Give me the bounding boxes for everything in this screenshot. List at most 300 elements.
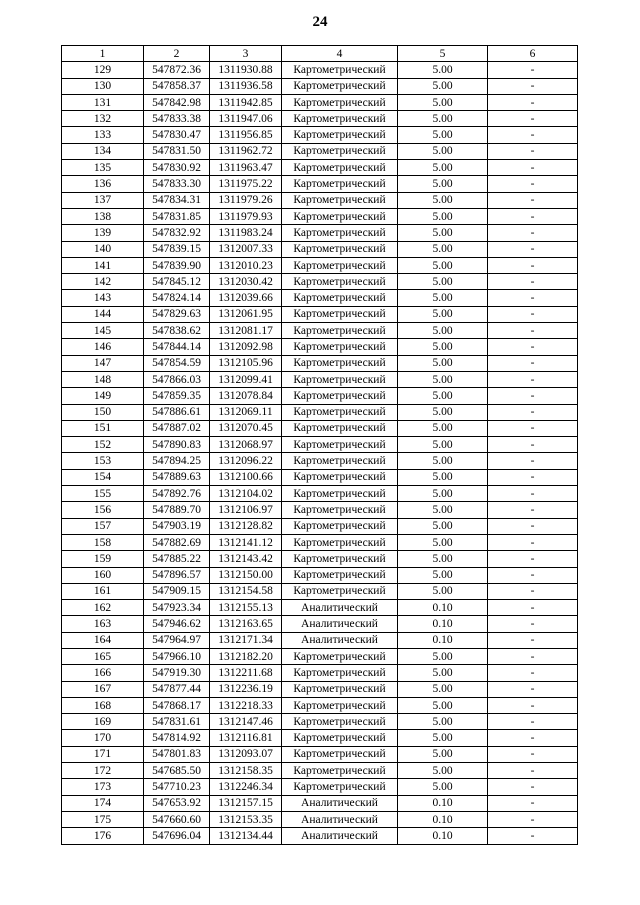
column-header-4: 4 <box>282 46 398 62</box>
y-coordinate-cell: 1312061.95 <box>210 306 282 322</box>
point-number-cell: 161 <box>62 583 144 599</box>
table-row <box>62 648 578 664</box>
table-row <box>62 306 578 322</box>
method-cell: Картометрический <box>282 518 398 534</box>
accuracy-cell: 5.00 <box>398 388 488 404</box>
y-coordinate-cell: 1312153.35 <box>210 811 282 827</box>
method-cell: Картометрический <box>282 648 398 664</box>
note-cell: - <box>488 502 578 518</box>
y-coordinate-cell: 1312010.23 <box>210 257 282 273</box>
point-number-cell: 139 <box>62 225 144 241</box>
table-row <box>62 583 578 599</box>
point-number-cell: 146 <box>62 339 144 355</box>
column-header-2: 2 <box>144 46 210 62</box>
table-row <box>62 160 578 176</box>
note-cell: - <box>488 551 578 567</box>
point-number-cell: 155 <box>62 486 144 502</box>
page-number: 24 <box>312 14 328 30</box>
table-row <box>62 469 578 485</box>
y-coordinate-cell: 1312154.58 <box>210 583 282 599</box>
accuracy-cell: 5.00 <box>398 714 488 730</box>
accuracy-cell: 5.00 <box>398 274 488 290</box>
point-number-cell: 156 <box>62 502 144 518</box>
note-cell: - <box>488 111 578 127</box>
y-coordinate-cell: 1312099.41 <box>210 371 282 387</box>
method-cell: Аналитический <box>282 600 398 616</box>
method-cell: Картометрический <box>282 143 398 159</box>
note-cell: - <box>488 274 578 290</box>
method-cell: Картометрический <box>282 779 398 795</box>
x-coordinate-cell: 547909.15 <box>144 583 210 599</box>
accuracy-cell: 5.00 <box>398 681 488 697</box>
table-row <box>62 176 578 192</box>
x-coordinate-cell: 547696.04 <box>144 828 210 844</box>
method-cell: Картометрический <box>282 339 398 355</box>
point-number-cell: 150 <box>62 404 144 420</box>
y-coordinate-cell: 1312143.42 <box>210 551 282 567</box>
table-body <box>62 62 578 844</box>
note-cell: - <box>488 616 578 632</box>
y-coordinate-cell: 1312081.17 <box>210 323 282 339</box>
table-row <box>62 616 578 632</box>
x-coordinate-cell: 547966.10 <box>144 648 210 664</box>
y-coordinate-cell: 1311956.85 <box>210 127 282 143</box>
accuracy-cell: 5.00 <box>398 94 488 110</box>
point-number-cell: 154 <box>62 469 144 485</box>
x-coordinate-cell: 547653.92 <box>144 795 210 811</box>
note-cell: - <box>488 78 578 94</box>
column-header-6: 6 <box>488 46 578 62</box>
table-row <box>62 225 578 241</box>
table-row <box>62 94 578 110</box>
accuracy-cell: 0.10 <box>398 616 488 632</box>
point-number-cell: 145 <box>62 323 144 339</box>
point-number-cell: 167 <box>62 681 144 697</box>
method-cell: Картометрический <box>282 730 398 746</box>
table-row <box>62 534 578 550</box>
x-coordinate-cell: 547685.50 <box>144 763 210 779</box>
method-cell: Картометрический <box>282 192 398 208</box>
method-cell: Аналитический <box>282 795 398 811</box>
x-coordinate-cell: 547964.97 <box>144 632 210 648</box>
accuracy-cell: 5.00 <box>398 355 488 371</box>
note-cell: - <box>488 241 578 257</box>
y-coordinate-cell: 1311979.26 <box>210 192 282 208</box>
table-row <box>62 600 578 616</box>
table-row <box>62 632 578 648</box>
table-row <box>62 714 578 730</box>
method-cell: Картометрический <box>282 274 398 290</box>
method-cell: Картометрический <box>282 502 398 518</box>
point-number-cell: 175 <box>62 811 144 827</box>
note-cell: - <box>488 681 578 697</box>
y-coordinate-cell: 1312030.42 <box>210 274 282 290</box>
note-cell: - <box>488 453 578 469</box>
x-coordinate-cell: 547660.60 <box>144 811 210 827</box>
x-coordinate-cell: 547889.63 <box>144 469 210 485</box>
method-cell: Картометрический <box>282 257 398 273</box>
x-coordinate-cell: 547824.14 <box>144 290 210 306</box>
x-coordinate-cell: 547834.31 <box>144 192 210 208</box>
x-coordinate-cell: 547814.92 <box>144 730 210 746</box>
method-cell: Картометрический <box>282 290 398 306</box>
point-number-cell: 137 <box>62 192 144 208</box>
x-coordinate-cell: 547845.12 <box>144 274 210 290</box>
note-cell: - <box>488 94 578 110</box>
accuracy-cell: 5.00 <box>398 78 488 94</box>
accuracy-cell: 5.00 <box>398 290 488 306</box>
table-row <box>62 62 578 78</box>
point-number-cell: 165 <box>62 648 144 664</box>
table-row <box>62 208 578 224</box>
y-coordinate-cell: 1312171.34 <box>210 632 282 648</box>
method-cell: Картометрический <box>282 437 398 453</box>
x-coordinate-cell: 547889.70 <box>144 502 210 518</box>
x-coordinate-cell: 547885.22 <box>144 551 210 567</box>
accuracy-cell: 5.00 <box>398 665 488 681</box>
note-cell: - <box>488 730 578 746</box>
table-row <box>62 779 578 795</box>
point-number-cell: 130 <box>62 78 144 94</box>
method-cell: Картометрический <box>282 306 398 322</box>
accuracy-cell: 5.00 <box>398 127 488 143</box>
method-cell: Картометрический <box>282 94 398 110</box>
point-number-cell: 144 <box>62 306 144 322</box>
point-number-cell: 141 <box>62 257 144 273</box>
y-coordinate-cell: 1312211.68 <box>210 665 282 681</box>
y-coordinate-cell: 1312246.34 <box>210 779 282 795</box>
point-number-cell: 147 <box>62 355 144 371</box>
x-coordinate-cell: 547886.61 <box>144 404 210 420</box>
y-coordinate-cell: 1312068.97 <box>210 437 282 453</box>
note-cell: - <box>488 779 578 795</box>
point-number-cell: 170 <box>62 730 144 746</box>
accuracy-cell: 5.00 <box>398 257 488 273</box>
y-coordinate-cell: 1312236.19 <box>210 681 282 697</box>
accuracy-cell: 5.00 <box>398 225 488 241</box>
table-row <box>62 420 578 436</box>
method-cell: Картометрический <box>282 697 398 713</box>
accuracy-cell: 5.00 <box>398 306 488 322</box>
y-coordinate-cell: 1311936.58 <box>210 78 282 94</box>
method-cell: Картометрический <box>282 225 398 241</box>
point-number-cell: 153 <box>62 453 144 469</box>
point-number-cell: 135 <box>62 160 144 176</box>
accuracy-cell: 5.00 <box>398 730 488 746</box>
accuracy-cell: 5.00 <box>398 746 488 762</box>
accuracy-cell: 5.00 <box>398 160 488 176</box>
table-row <box>62 78 578 94</box>
point-number-cell: 160 <box>62 567 144 583</box>
point-number-cell: 133 <box>62 127 144 143</box>
x-coordinate-cell: 547829.63 <box>144 306 210 322</box>
method-cell: Аналитический <box>282 828 398 844</box>
x-coordinate-cell: 547833.38 <box>144 111 210 127</box>
point-number-cell: 172 <box>62 763 144 779</box>
method-cell: Картометрический <box>282 208 398 224</box>
method-cell: Картометрический <box>282 111 398 127</box>
table-row <box>62 437 578 453</box>
x-coordinate-cell: 547872.36 <box>144 62 210 78</box>
note-cell: - <box>488 746 578 762</box>
accuracy-cell: 5.00 <box>398 583 488 599</box>
y-coordinate-cell: 1312104.02 <box>210 486 282 502</box>
x-coordinate-cell: 547887.02 <box>144 420 210 436</box>
x-coordinate-cell: 547903.19 <box>144 518 210 534</box>
point-number-cell: 134 <box>62 143 144 159</box>
point-number-cell: 174 <box>62 795 144 811</box>
accuracy-cell: 5.00 <box>398 486 488 502</box>
accuracy-cell: 5.00 <box>398 111 488 127</box>
table-row <box>62 241 578 257</box>
note-cell: - <box>488 600 578 616</box>
x-coordinate-cell: 547896.57 <box>144 567 210 583</box>
note-cell: - <box>488 648 578 664</box>
point-number-cell: 129 <box>62 62 144 78</box>
accuracy-cell: 5.00 <box>398 323 488 339</box>
note-cell: - <box>488 257 578 273</box>
accuracy-cell: 0.10 <box>398 632 488 648</box>
table-row <box>62 192 578 208</box>
method-cell: Картометрический <box>282 534 398 550</box>
x-coordinate-cell: 547831.50 <box>144 143 210 159</box>
method-cell: Картометрический <box>282 160 398 176</box>
accuracy-cell: 5.00 <box>398 534 488 550</box>
accuracy-cell: 5.00 <box>398 420 488 436</box>
table-row <box>62 355 578 371</box>
note-cell: - <box>488 323 578 339</box>
table-row <box>62 486 578 502</box>
note-cell: - <box>488 714 578 730</box>
y-coordinate-cell: 1312106.97 <box>210 502 282 518</box>
accuracy-cell: 5.00 <box>398 502 488 518</box>
x-coordinate-cell: 547866.03 <box>144 371 210 387</box>
y-coordinate-cell: 1311979.93 <box>210 208 282 224</box>
point-number-cell: 162 <box>62 600 144 616</box>
point-number-cell: 163 <box>62 616 144 632</box>
accuracy-cell: 5.00 <box>398 551 488 567</box>
point-number-cell: 157 <box>62 518 144 534</box>
point-number-cell: 132 <box>62 111 144 127</box>
x-coordinate-cell: 547839.90 <box>144 257 210 273</box>
x-coordinate-cell: 547923.34 <box>144 600 210 616</box>
note-cell: - <box>488 534 578 550</box>
note-cell: - <box>488 518 578 534</box>
y-coordinate-cell: 1312096.22 <box>210 453 282 469</box>
table-row <box>62 388 578 404</box>
method-cell: Картометрический <box>282 62 398 78</box>
note-cell: - <box>488 371 578 387</box>
table-row <box>62 518 578 534</box>
method-cell: Картометрический <box>282 355 398 371</box>
table-row <box>62 763 578 779</box>
note-cell: - <box>488 290 578 306</box>
method-cell: Картометрический <box>282 763 398 779</box>
accuracy-cell: 0.10 <box>398 811 488 827</box>
column-header-1: 1 <box>62 46 144 62</box>
table-row <box>62 502 578 518</box>
x-coordinate-cell: 547919.30 <box>144 665 210 681</box>
point-number-cell: 159 <box>62 551 144 567</box>
table-row <box>62 697 578 713</box>
point-number-cell: 166 <box>62 665 144 681</box>
table-row <box>62 323 578 339</box>
x-coordinate-cell: 547882.69 <box>144 534 210 550</box>
x-coordinate-cell: 547710.23 <box>144 779 210 795</box>
y-coordinate-cell: 1312070.45 <box>210 420 282 436</box>
y-coordinate-cell: 1311947.06 <box>210 111 282 127</box>
point-number-cell: 152 <box>62 437 144 453</box>
accuracy-cell: 5.00 <box>398 404 488 420</box>
note-cell: - <box>488 143 578 159</box>
note-cell: - <box>488 469 578 485</box>
x-coordinate-cell: 547842.98 <box>144 94 210 110</box>
note-cell: - <box>488 127 578 143</box>
x-coordinate-cell: 547831.61 <box>144 714 210 730</box>
y-coordinate-cell: 1312105.96 <box>210 355 282 371</box>
method-cell: Картометрический <box>282 176 398 192</box>
point-number-cell: 136 <box>62 176 144 192</box>
method-cell: Картометрический <box>282 665 398 681</box>
y-coordinate-cell: 1312093.07 <box>210 746 282 762</box>
y-coordinate-cell: 1312141.12 <box>210 534 282 550</box>
note-cell: - <box>488 632 578 648</box>
table-row <box>62 290 578 306</box>
accuracy-cell: 5.00 <box>398 779 488 795</box>
x-coordinate-cell: 547844.14 <box>144 339 210 355</box>
y-coordinate-cell: 1312218.33 <box>210 697 282 713</box>
table-row <box>62 404 578 420</box>
point-number-cell: 169 <box>62 714 144 730</box>
y-coordinate-cell: 1311975.22 <box>210 176 282 192</box>
point-number-cell: 149 <box>62 388 144 404</box>
x-coordinate-cell: 547838.62 <box>144 323 210 339</box>
method-cell: Картометрический <box>282 323 398 339</box>
table-row <box>62 811 578 827</box>
y-coordinate-cell: 1312163.65 <box>210 616 282 632</box>
method-cell: Аналитический <box>282 632 398 648</box>
x-coordinate-cell: 547830.92 <box>144 160 210 176</box>
note-cell: - <box>488 486 578 502</box>
note-cell: - <box>488 420 578 436</box>
accuracy-cell: 5.00 <box>398 208 488 224</box>
y-coordinate-cell: 1312157.15 <box>210 795 282 811</box>
y-coordinate-cell: 1312155.13 <box>210 600 282 616</box>
note-cell: - <box>488 176 578 192</box>
method-cell: Картометрический <box>282 681 398 697</box>
accuracy-cell: 5.00 <box>398 648 488 664</box>
note-cell: - <box>488 811 578 827</box>
table-row <box>62 339 578 355</box>
table-row <box>62 828 578 844</box>
note-cell: - <box>488 192 578 208</box>
y-coordinate-cell: 1312116.81 <box>210 730 282 746</box>
note-cell: - <box>488 160 578 176</box>
method-cell: Картометрический <box>282 420 398 436</box>
y-coordinate-cell: 1312039.66 <box>210 290 282 306</box>
x-coordinate-cell: 547801.83 <box>144 746 210 762</box>
y-coordinate-cell: 1311963.47 <box>210 160 282 176</box>
note-cell: - <box>488 567 578 583</box>
point-number-cell: 151 <box>62 420 144 436</box>
accuracy-cell: 5.00 <box>398 469 488 485</box>
accuracy-cell: 5.00 <box>398 453 488 469</box>
accuracy-cell: 5.00 <box>398 567 488 583</box>
accuracy-cell: 5.00 <box>398 62 488 78</box>
method-cell: Картометрический <box>282 746 398 762</box>
accuracy-cell: 5.00 <box>398 339 488 355</box>
x-coordinate-cell: 547833.30 <box>144 176 210 192</box>
y-coordinate-cell: 1312158.35 <box>210 763 282 779</box>
y-coordinate-cell: 1312100.66 <box>210 469 282 485</box>
method-cell: Картометрический <box>282 388 398 404</box>
note-cell: - <box>488 437 578 453</box>
method-cell: Картометрический <box>282 714 398 730</box>
x-coordinate-cell: 547832.92 <box>144 225 210 241</box>
accuracy-cell: 5.00 <box>398 176 488 192</box>
table-row <box>62 567 578 583</box>
coordinates-table <box>61 45 578 845</box>
note-cell: - <box>488 225 578 241</box>
x-coordinate-cell: 547831.85 <box>144 208 210 224</box>
table-row <box>62 746 578 762</box>
table-row <box>62 143 578 159</box>
table-row <box>62 730 578 746</box>
table-header-row <box>62 46 578 62</box>
x-coordinate-cell: 547890.83 <box>144 437 210 453</box>
point-number-cell: 143 <box>62 290 144 306</box>
note-cell: - <box>488 355 578 371</box>
x-coordinate-cell: 547854.59 <box>144 355 210 371</box>
table-row <box>62 681 578 697</box>
table-row <box>62 665 578 681</box>
method-cell: Картометрический <box>282 551 398 567</box>
y-coordinate-cell: 1312078.84 <box>210 388 282 404</box>
accuracy-cell: 5.00 <box>398 518 488 534</box>
accuracy-cell: 0.10 <box>398 600 488 616</box>
accuracy-cell: 0.10 <box>398 795 488 811</box>
note-cell: - <box>488 583 578 599</box>
note-cell: - <box>488 208 578 224</box>
x-coordinate-cell: 547858.37 <box>144 78 210 94</box>
accuracy-cell: 5.00 <box>398 437 488 453</box>
point-number-cell: 176 <box>62 828 144 844</box>
x-coordinate-cell: 547830.47 <box>144 127 210 143</box>
point-number-cell: 138 <box>62 208 144 224</box>
accuracy-cell: 5.00 <box>398 371 488 387</box>
y-coordinate-cell: 1312069.11 <box>210 404 282 420</box>
y-coordinate-cell: 1312134.44 <box>210 828 282 844</box>
method-cell: Аналитический <box>282 811 398 827</box>
accuracy-cell: 0.10 <box>398 828 488 844</box>
accuracy-cell: 5.00 <box>398 697 488 713</box>
note-cell: - <box>488 404 578 420</box>
point-number-cell: 158 <box>62 534 144 550</box>
method-cell: Картометрический <box>282 469 398 485</box>
method-cell: Картометрический <box>282 127 398 143</box>
note-cell: - <box>488 763 578 779</box>
method-cell: Аналитический <box>282 616 398 632</box>
accuracy-cell: 5.00 <box>398 192 488 208</box>
note-cell: - <box>488 697 578 713</box>
column-header-3: 3 <box>210 46 282 62</box>
x-coordinate-cell: 547892.76 <box>144 486 210 502</box>
accuracy-cell: 5.00 <box>398 763 488 779</box>
column-header-5: 5 <box>398 46 488 62</box>
y-coordinate-cell: 1312092.98 <box>210 339 282 355</box>
y-coordinate-cell: 1311942.85 <box>210 94 282 110</box>
x-coordinate-cell: 547946.62 <box>144 616 210 632</box>
